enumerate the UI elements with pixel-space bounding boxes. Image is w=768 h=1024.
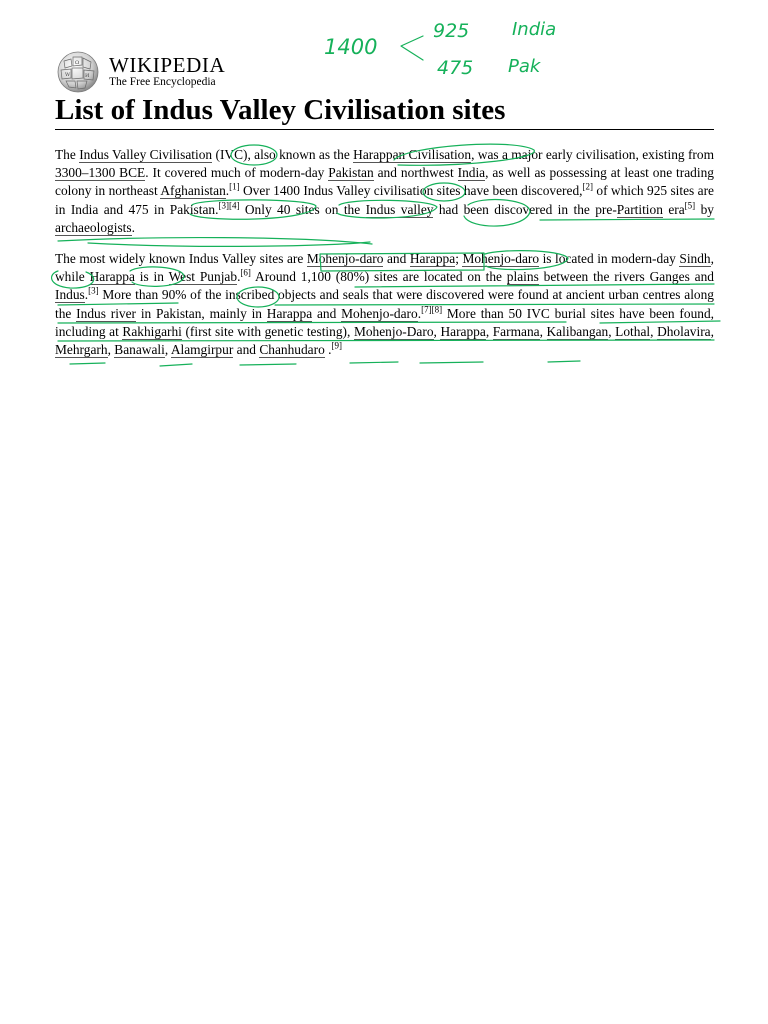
text-run: , as well as possessing at least one trading colony in northeast	[55, 165, 714, 199]
text-run: The	[55, 147, 80, 162]
text-run: Around 1,100 (80%) sites are located on the	[250, 269, 507, 285]
text-run: (first site with genetic testing),	[181, 323, 354, 339]
text-run: and	[689, 269, 714, 285]
text-run: and	[233, 342, 260, 358]
link-harappa[interactable]: Harappa	[409, 251, 456, 267]
link-mehrgarh[interactable]: Mehrgarh	[55, 342, 108, 358]
link-sindh[interactable]: Sindh	[679, 251, 711, 267]
text-run: and	[383, 251, 410, 267]
link-indus[interactable]: Indus	[55, 287, 85, 303]
text-run: era	[662, 201, 685, 217]
svg-text:W: W	[65, 72, 71, 78]
link-mohenjo-daro-3[interactable]: Mohenjo-daro	[341, 305, 418, 321]
link-ganges[interactable]: Ganges	[649, 269, 690, 285]
note-india-label: India	[512, 19, 557, 40]
text-run: in Pakistan, mainly in	[136, 305, 267, 321]
link-indus-valley[interactable]: Indus valley	[365, 201, 434, 217]
link-harappa-2[interactable]: Harappa	[89, 269, 135, 285]
note-pak-count: 475	[437, 57, 474, 79]
text-run: , was a major early civilisation, existing from	[471, 147, 714, 162]
link-kalibangan[interactable]: Kalibangan	[546, 323, 609, 339]
link-afghanistan[interactable]: Afghanistan	[160, 183, 226, 199]
text-run: .	[324, 342, 332, 358]
link-harappa-4[interactable]: Harappa	[440, 323, 486, 339]
link-indus-valley-civilisation[interactable]: Indus Valley Civilisation	[79, 147, 213, 162]
link-lothal[interactable]: Lothal	[615, 323, 651, 339]
ref-3[interactable]: [3]	[218, 200, 229, 211]
ref-4[interactable]: [4]	[228, 200, 240, 211]
text-run: The most widely known Indus Valley sites are	[55, 251, 307, 267]
page-title: List of Indus Valley Civilisation sites	[55, 92, 714, 130]
text-run: ,	[164, 342, 171, 358]
wikipedia-wordmark[interactable]	[109, 55, 225, 89]
article-content	[55, 146, 714, 372]
ref-5[interactable]: [5]	[684, 200, 696, 211]
link-mohenjo-daro[interactable]: Mohenjo-daro	[306, 251, 384, 267]
text-run: .	[225, 183, 230, 199]
link-indus-river[interactable]: Indus river	[76, 305, 137, 321]
text-run: ,	[539, 323, 547, 339]
link-pakistan[interactable]: Pakistan	[328, 165, 374, 181]
text-run: ,	[433, 323, 441, 339]
wordmark-text: WIKIPEDIA	[109, 53, 226, 77]
ref-1[interactable]: [1]	[229, 181, 240, 192]
note-brace-mark	[401, 36, 423, 60]
text-run: .	[84, 287, 89, 303]
wordmark-tagline: The Free Encyclopedia	[109, 76, 216, 88]
text-run: is in	[134, 269, 169, 285]
text-run: had been discovered in the pre-	[433, 201, 617, 217]
text-run: Over 1400 Indus Valley civilisation sites have been discovered,	[239, 183, 583, 199]
ref-9[interactable]: [9]	[331, 340, 342, 351]
note-total: 1400	[324, 35, 378, 59]
text-run: ,	[608, 323, 616, 339]
text-run: ,	[650, 323, 658, 339]
text-run: ,	[710, 323, 714, 339]
link-harappa-3[interactable]: Harappa	[266, 305, 313, 321]
link-archaeologists[interactable]: archaeologists	[55, 219, 132, 235]
text-run: ,	[485, 323, 493, 339]
note-india-count: 925	[433, 20, 470, 42]
text-run: .	[237, 269, 241, 285]
text-run: .	[131, 219, 135, 235]
ref-6[interactable]: [6]	[240, 267, 251, 278]
text-run: of which 925 sites are in India and 475 in Pakistan.	[55, 183, 714, 217]
svg-text:Ω: Ω	[75, 60, 80, 66]
ref-8[interactable]: [8]	[431, 304, 443, 315]
link-partition[interactable]: Partition	[616, 201, 663, 217]
link-india[interactable]: India	[457, 165, 486, 181]
text-run: is located in modern-day	[539, 251, 680, 267]
link-west-punjab[interactable]: West Punjab	[168, 269, 238, 285]
link-dholavira[interactable]: Dholavira	[657, 323, 711, 339]
ref-7[interactable]: [7]	[421, 304, 432, 315]
note-pak-label: Pak	[508, 56, 541, 77]
sites-paragraph	[55, 250, 714, 359]
link-banawali[interactable]: Banawali	[114, 342, 165, 358]
text-run: Only 40 sites on the	[239, 201, 366, 217]
text-run: and	[312, 305, 342, 321]
ref-2[interactable]: [2]	[582, 181, 593, 192]
text-run: ,	[107, 342, 115, 358]
text-run: More than 50 IVC burial sites have been found, including at	[55, 305, 715, 339]
link-plains[interactable]: plains	[506, 269, 539, 285]
link-3300-1300-bce[interactable]: 3300–1300 BCE	[55, 165, 146, 181]
link-mohenjo-daro-2[interactable]: Mohenjo-daro	[462, 251, 540, 267]
text-run: and northwest	[373, 165, 458, 181]
link-chanhudaro[interactable]: Chanhudaro	[259, 342, 325, 358]
text-run: More than 90% of the inscribed objects and seals that were discovered were found at ancient urban centres along the	[55, 287, 714, 321]
text-run: between the rivers	[538, 269, 650, 285]
ref-3b[interactable]: [3]	[88, 285, 99, 296]
text-run: .	[417, 305, 422, 321]
link-mohenjo-daro-4[interactable]: Mohenjo-Daro	[353, 323, 434, 339]
link-harappan-civilisation[interactable]: Harappan Civilisation	[353, 147, 472, 162]
link-alamgirpur[interactable]: Alamgirpur	[170, 342, 234, 358]
wikipedia-globe-icon[interactable]	[55, 51, 101, 93]
svg-text:И: И	[85, 73, 90, 79]
text-run: . It covered much of modern-day	[145, 165, 329, 181]
text-run: ;	[455, 251, 463, 267]
link-farmana[interactable]: Farmana	[492, 323, 540, 339]
text-run: (IVC), also known as the	[212, 147, 354, 162]
link-rakhigarhi[interactable]: Rakhigarhi	[122, 323, 182, 339]
intro-paragraph	[55, 146, 714, 237]
text-run: , while	[55, 251, 714, 285]
text-run: by	[695, 201, 714, 217]
